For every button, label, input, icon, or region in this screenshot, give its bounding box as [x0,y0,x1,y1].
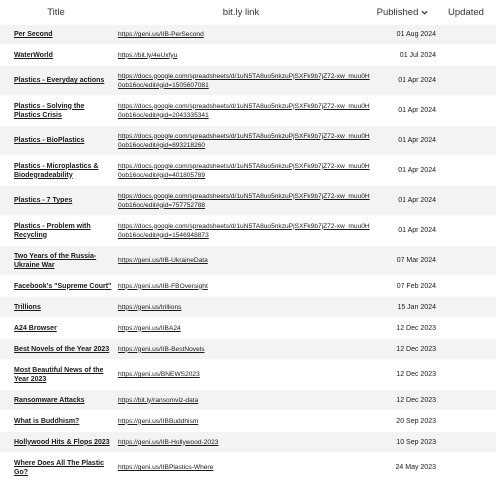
row-bitly-link[interactable]: https://geni.us/IIBPlastics-Where [118,464,214,471]
row-published-date: 01 Apr 2024 [398,137,436,144]
row-bitly-link[interactable]: https://geni.us/BNEWS2023 [118,371,200,378]
table-row [0,296,496,317]
row-bitly-link[interactable]: https://docs.google.com/spreadsheets/d/1uN5TA8uo5nkzuPjSXFk9b7jZ72-xw_muu0H0ob16oc/edit#gid=757752788 [118,192,370,209]
column-header-title[interactable]: Title [47,6,65,18]
table-row [0,317,496,338]
row-title-link[interactable]: Plastics - Microplastics & Biodegradeability [14,162,99,179]
column-header-published[interactable] [370,7,436,18]
row-bitly-link[interactable]: https://geni.us/IIB-BestNovels [118,345,205,353]
table-row [0,185,496,215]
row-bitly-link[interactable]: https://geni.us/IIB-FBOversight [118,282,208,290]
table-row [0,44,496,65]
row-title-link[interactable]: Per Second [14,31,53,38]
row-published-date: 12 Dec 2023 [396,345,436,353]
row-published-date: 01 Aug 2024 [396,31,436,38]
row-title-link[interactable]: Best Novels of the Year 2023 [14,345,110,353]
row-title-link[interactable]: Plastics - BioPlastics [14,137,85,144]
row-bitly-link[interactable]: https://docs.google.com/spreadsheets/d/1uN5TA8uo5nkzuPjSXFk9b7jZ72-xw_muu0H0ob16oc/edit#gid=893218260 [118,132,370,149]
row-title-link[interactable]: Plastics - Solving the Plastics Crisis [14,102,85,119]
row-bitly-link[interactable]: https://geni.us/IIB-Hollywood-2023 [118,438,219,446]
row-bitly-link[interactable]: https://geni.us/trillions [118,303,182,311]
table-row [0,24,496,44]
row-title-link[interactable]: Plastics - Everyday actions [14,77,105,84]
table-row [0,431,496,452]
row-published-date: 07 Mar 2024 [396,257,436,264]
row-published-date: 01 Jul 2024 [399,51,436,59]
row-title-link[interactable]: WaterWorld [14,51,53,59]
table-row [0,65,496,95]
chevron-down-icon[interactable] [420,8,429,17]
table-row [0,389,496,410]
row-bitly-link[interactable]: https://geni.us/IIB-UkraineData [118,257,208,264]
row-published-date: 10 Sep 2023 [396,438,436,446]
row-published-date: 01 Apr 2024 [398,77,436,84]
table-row [0,338,496,359]
table-row [0,95,496,125]
table-row [0,215,496,245]
row-bitly-link[interactable]: https://docs.google.com/spreadsheets/d/1uN5TA8uo5nkzuPjSXFk9b7jZ72-xw_muu0H0ob16oc/edit#gid=401805789 [118,162,370,179]
row-published-date: 12 Dec 2023 [396,324,436,332]
row-bitly-link[interactable]: https://bit.ly/ransomviz-data [118,396,199,404]
table-row [0,410,496,431]
row-title-link[interactable]: Trillions [14,303,41,311]
column-header-updated[interactable]: Updated [448,6,484,18]
row-published-date: 24 May 2023 [395,464,436,471]
table-row [0,359,496,389]
table-header [0,0,496,24]
row-title-link[interactable]: Two Years of the Russia-Ukraine War [14,252,97,269]
row-title-link[interactable]: Where Does All The Plastic Go? [14,459,104,476]
table-body [0,24,496,482]
table-row [0,452,496,482]
row-title-link[interactable]: Ransomware Attacks [14,396,85,404]
row-published-date: 07 Feb 2024 [396,282,436,290]
row-published-date: 01 Apr 2024 [398,197,436,204]
row-bitly-link[interactable]: https://docs.google.com/spreadsheets/d/1uN5TA8uo5nkzuPjSXFk9b7jZ72-xw_muu0H0ob16oc/edit#gid=1546948873 [118,222,370,239]
row-published-date: 15 Jan 2024 [397,303,436,311]
row-published-date: 01 Apr 2024 [398,167,436,174]
row-published-date: 01 Apr 2024 [398,107,436,114]
row-bitly-link[interactable]: https://geni.us/IIB-PerSecond [118,31,204,38]
row-bitly-link[interactable]: https://geni.us/IIBA24 [118,324,181,332]
row-title-link[interactable]: Facebook's "Supreme Court" [14,282,112,290]
table-row [0,245,496,275]
row-bitly-link[interactable]: https://docs.google.com/spreadsheets/d/1uN5TA8uo5nkzuPjSXFk9b7jZ72-xw_muu0H0ob16oc/edit#gid=1505607081 [118,72,370,89]
row-title-link[interactable]: Plastics - Problem with Recycling [14,222,91,239]
row-bitly-link[interactable]: https://docs.google.com/spreadsheets/d/1uN5TA8uo5nkzuPjSXFk9b7jZ72-xw_muu0H0ob16oc/edit#gid=2043335341 [118,102,370,119]
row-title-link[interactable]: Hollywood Hits & Flops 2023 [14,438,110,446]
row-published-date: 20 Sep 2023 [396,417,436,425]
table-row [0,155,496,185]
row-published-date: 01 Apr 2024 [398,227,436,234]
column-header-link[interactable]: bit.ly link [222,6,260,18]
column-header-published-label: Published [376,6,419,18]
row-title-link[interactable]: What is Buddhism? [14,417,80,425]
table-row [0,125,496,155]
row-bitly-link[interactable]: https://geni.us/IIBBuddhism [118,417,199,425]
table-row [0,275,496,296]
row-title-link[interactable]: Most Beautiful News of the Year 2023 [14,366,104,383]
row-published-date: 12 Dec 2023 [396,396,436,404]
row-published-date: 12 Dec 2023 [396,371,436,378]
row-title-link[interactable]: Plastics - 7 Types [14,197,73,204]
row-bitly-link[interactable]: https://bit.ly/4eUxfyu [118,51,178,59]
row-title-link[interactable]: A24 Browser [14,324,57,332]
